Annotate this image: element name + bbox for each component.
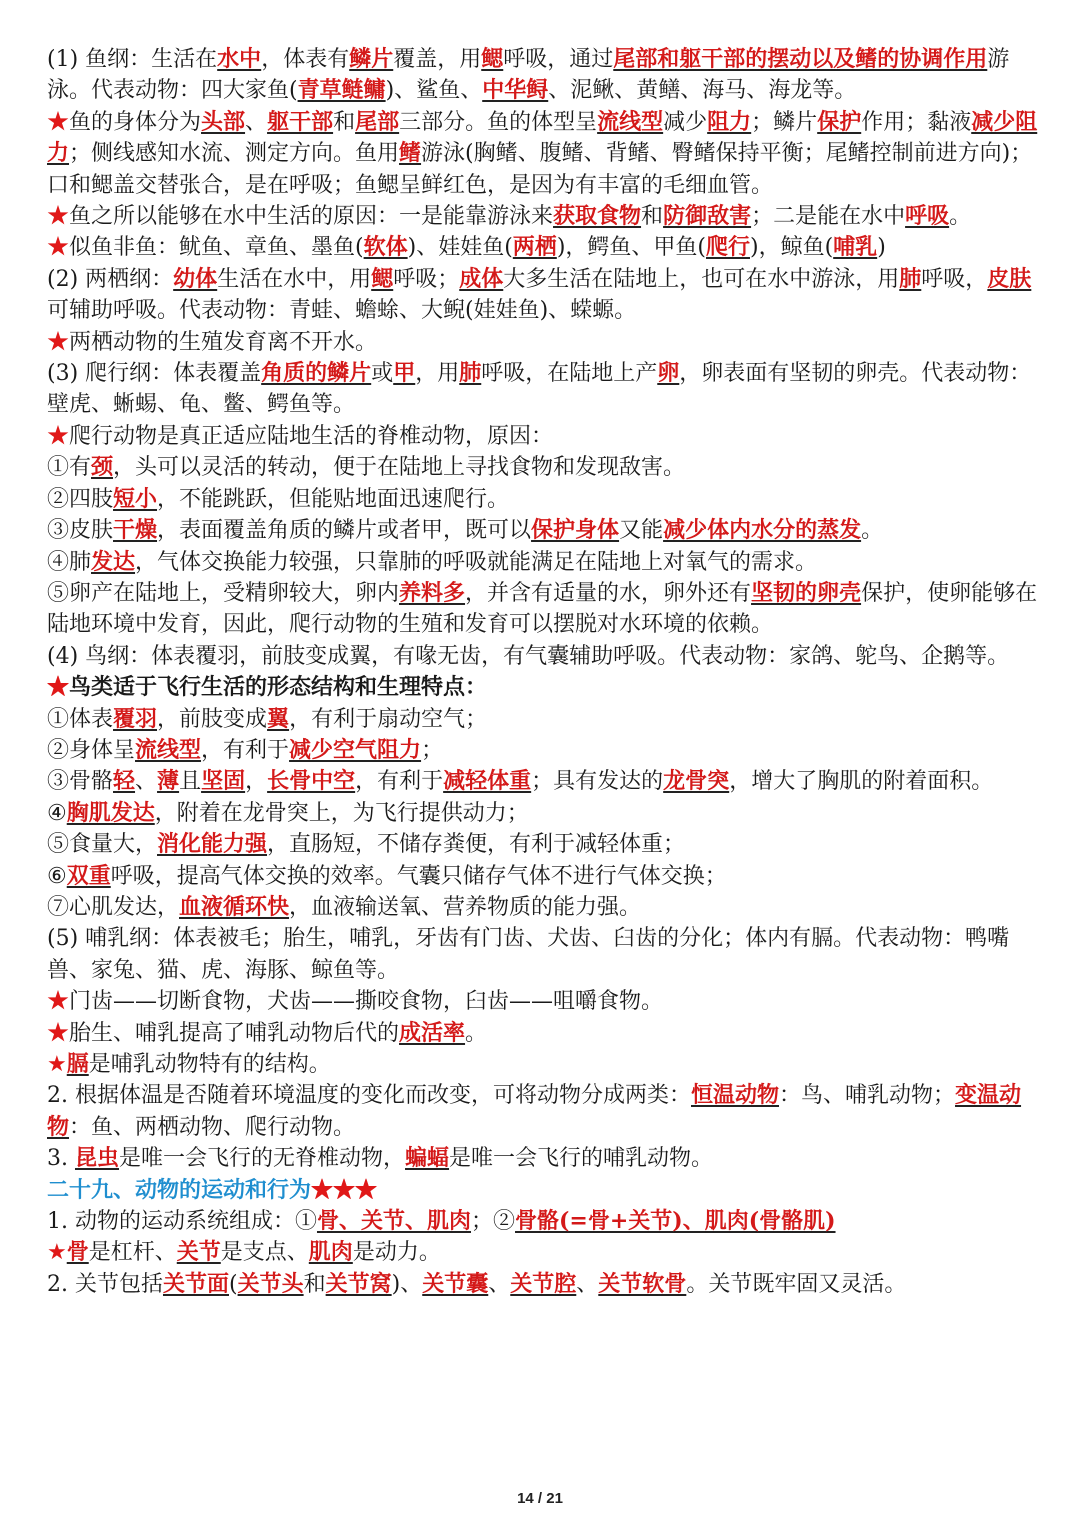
text-run: ：鸟、哺乳动物； <box>779 1083 956 1109</box>
text-run: 爬行动物是真正适应陆地生活的脊椎动物，原因： <box>69 423 554 449</box>
paragraph <box>47 358 1042 421</box>
text-run: 门齿——切断食物，犬齿——撕咬食物，臼齿——咀嚼食物。 <box>69 989 664 1015</box>
text-run: ，有利于扇动空气； <box>289 706 488 732</box>
section-title: 二十九、动物的运动和行为 <box>47 1176 312 1203</box>
text-run: 呼吸， <box>921 266 988 292</box>
text-run: ，附着在龙骨突上，为飞行提供动力； <box>154 800 529 826</box>
text-run: 和 <box>303 1271 326 1297</box>
text-run: ，并含有适量的水，卵外还有 <box>465 580 752 606</box>
keyword: 减少阻力 <box>47 108 1038 167</box>
keyword: 蝙蝠 <box>405 1145 450 1172</box>
keyword: 肌肉 <box>308 1239 353 1266</box>
paragraph <box>47 672 1042 703</box>
keyword: 呼吸 <box>905 203 950 230</box>
paragraph <box>47 1143 1042 1174</box>
keyword: 轻 <box>113 768 136 795</box>
text-run: 三部分。鱼的体型呈 <box>399 109 598 135</box>
paragraph <box>47 201 1042 232</box>
keyword: 保护身体 <box>531 517 620 544</box>
text-run: 1. 动物的运动系统组成：① <box>47 1209 317 1235</box>
text-run: ，用 <box>415 361 460 387</box>
text-run: 。 <box>465 1020 488 1046</box>
keyword: 获取食物 <box>553 203 642 230</box>
text-run: 大多生活在陆地上，也可在水中游泳，用 <box>503 266 900 292</box>
paragraph <box>47 861 1042 892</box>
keyword: 肺 <box>899 265 922 292</box>
text-run: (2) 两栖纲： <box>47 266 174 292</box>
text-run: ⑤卵产在陆地上，受精卵较大，卵内 <box>47 580 400 606</box>
text-run: 3. <box>47 1146 75 1172</box>
keyword: 骨 <box>66 1239 89 1266</box>
keyword: 哺乳 <box>833 234 878 261</box>
keyword: 防御敌害 <box>663 203 752 230</box>
keyword: 骨骼(=骨+关节)、肌肉(骨骼肌) <box>515 1208 836 1235</box>
text-run: ；② <box>471 1209 516 1235</box>
text-run: 或 <box>371 361 394 387</box>
star-icon: ★ <box>47 235 70 261</box>
text-run: (5) 哺乳纲：体表被毛；胎生，哺乳，牙齿有门齿、犬齿、臼齿的分化；体内有膈。代表动物：鸭嘴兽、家兔、猫、虎、海豚、鲸鱼等。 <box>47 926 1010 983</box>
text-run: ，直肠短，不储存粪便，有利于减轻体重； <box>267 832 686 858</box>
text-run: (3) 爬行纲：体表覆盖 <box>47 361 262 387</box>
paragraph <box>47 986 1042 1017</box>
text-run: ；鳞片 <box>751 109 818 135</box>
keyword: 尾部 <box>355 108 400 135</box>
text-run: ( <box>229 1271 238 1297</box>
text-run: 是唯一会飞行的哺乳动物。 <box>449 1146 714 1172</box>
paragraph <box>47 547 1042 578</box>
paragraph <box>47 107 1042 201</box>
text-run: 和 <box>641 204 664 230</box>
text-run: 。关节既牢固又灵活。 <box>686 1271 907 1297</box>
paragraph <box>47 892 1042 923</box>
importance-stars: ★★★ <box>311 1176 378 1203</box>
paragraph <box>47 515 1042 546</box>
text-run: ②四肢 <box>47 486 114 512</box>
keyword: 水中 <box>217 46 262 72</box>
text-run: 是唯一会飞行的无脊椎动物， <box>119 1146 406 1172</box>
text-run: ，增大了胸肌的附着面积。 <box>729 769 994 795</box>
paragraph <box>47 264 1042 327</box>
paragraph <box>47 1237 1042 1268</box>
text-run: ，卵表面有坚韧的卵壳。代表动物：壁虎、蜥蜴、龟、鳖、鳄鱼等。 <box>47 361 1032 418</box>
text-run: ，表面覆盖角质的鳞片或者甲，既可以 <box>157 518 532 544</box>
text-run: 2. 关节包括 <box>47 1271 163 1297</box>
text-run: 是支点、 <box>220 1240 309 1266</box>
text-run: ； <box>421 737 444 763</box>
text-run: 又能 <box>619 518 664 544</box>
text-run: 可辅助呼吸。代表动物：青蛙、蟾蜍、大鲵(娃娃鱼)、蝾螈。 <box>47 298 637 324</box>
text-run: 作用；黏液 <box>861 109 972 135</box>
text-run: 呼吸，提高气体交换的效率。气囊只储存气体不进行气体交换； <box>110 863 727 889</box>
keyword: 关节头 <box>237 1270 304 1297</box>
keyword: 覆羽 <box>113 705 158 732</box>
keyword: 膈 <box>66 1051 89 1077</box>
text-run: 是杠杆、 <box>88 1240 177 1266</box>
text-run: 胎生、哺乳提高了哺乳动物后代的 <box>69 1020 400 1046</box>
paragraph <box>47 641 1042 672</box>
star-icon: ★ <box>47 1240 67 1266</box>
keyword: 头部 <box>201 108 246 135</box>
text-run: 且 <box>179 769 202 795</box>
document-body <box>47 44 1042 1300</box>
keyword: 消化能力强 <box>157 831 268 858</box>
text-run: 游泳(胸鳍、腹鳍、背鳍、臀鳍保持平衡；尾鳍控制前进方向)；口和鳃盖交替张合，是在呼吸；鱼鳃呈鲜红色，是因为有丰富的毛细血管。 <box>47 141 1033 198</box>
keyword: 减少体内水分的蒸发 <box>663 517 862 544</box>
keyword: 关节囊 <box>422 1270 489 1297</box>
text-run: 鸟类适于飞行生活的形态结构和生理特点： <box>69 674 488 701</box>
paragraph <box>47 44 1042 107</box>
text-run: ⑦心肌发达， <box>47 894 180 920</box>
star-icon: ★ <box>47 109 70 135</box>
paragraph <box>47 578 1042 641</box>
keyword: 昆虫 <box>74 1145 119 1172</box>
text-run: 减少 <box>663 109 708 135</box>
text-run: ) <box>877 235 886 261</box>
keyword: 薄 <box>157 768 180 795</box>
text-run: ，前肢变成 <box>157 706 268 732</box>
text-run: 、 <box>488 1271 511 1297</box>
text-run: 呼吸； <box>393 266 460 292</box>
keyword: 发达 <box>91 548 136 575</box>
text-run: 、 <box>245 109 268 135</box>
keyword: 关节腔 <box>510 1270 577 1297</box>
text-run: ；具有发达的 <box>531 769 664 795</box>
text-run: 鱼的身体分为 <box>69 109 202 135</box>
keyword: 坚韧的卵壳 <box>751 579 862 606</box>
keyword: 鳞片 <box>349 46 394 72</box>
star-icon: ★ <box>47 989 70 1015</box>
text-run: ③骨骼 <box>47 769 114 795</box>
keyword: 龙骨突 <box>663 768 730 795</box>
text-run: 呼吸，通过 <box>503 47 614 72</box>
paragraph <box>47 735 1042 766</box>
text-run: 保护，使卵能够在陆地环境中发育，因此，爬行动物的生殖和发育可以摆脱对水环境的依赖。 <box>47 580 1038 638</box>
paragraph <box>47 1080 1042 1143</box>
text-run: 两栖动物的生殖发育离不开水。 <box>69 329 378 355</box>
keyword: 成活率 <box>399 1019 466 1046</box>
text-run: 。 <box>861 518 884 544</box>
keyword: 青草鲢鳙 <box>297 77 386 104</box>
keyword: 软体 <box>363 234 408 261</box>
text-run: 是哺乳动物特有的结构。 <box>88 1052 331 1077</box>
text-run: ④ <box>47 800 67 826</box>
text-run: ⑥ <box>47 863 67 889</box>
text-run: 、 <box>576 1271 599 1297</box>
keyword: 两栖 <box>512 234 557 261</box>
paragraph <box>47 1018 1042 1049</box>
keyword: 皮肤 <box>987 265 1032 292</box>
paragraph <box>47 798 1042 829</box>
text-run: 鱼之所以能够在水中生活的原因：一是能靠游泳来 <box>69 204 554 230</box>
keyword: 甲 <box>393 360 416 387</box>
star-icon: ★ <box>47 674 70 701</box>
paragraph <box>47 421 1042 452</box>
text-run: )，鳄鱼、甲鱼( <box>556 235 706 261</box>
paragraph <box>47 829 1042 860</box>
star-icon: ★ <box>47 423 70 449</box>
text-run: ，血液输送氧、营养物质的能力强。 <box>289 894 642 920</box>
keyword: 颈 <box>91 454 114 481</box>
keyword: 血液循环快 <box>179 893 290 920</box>
text-run: ①体表 <box>47 706 114 732</box>
star-icon: ★ <box>47 204 70 230</box>
page-number: 14 / 21 <box>517 1490 563 1507</box>
keyword: 胸肌发达 <box>66 799 155 826</box>
text-run: 和 <box>333 109 356 135</box>
text-run: 生活在水中，用 <box>217 266 372 292</box>
keyword: 干燥 <box>113 517 158 544</box>
paragraph <box>47 923 1042 986</box>
text-run: 游泳。代表动物：四大家鱼( <box>47 47 1010 104</box>
paragraph <box>47 766 1042 797</box>
keyword: 流线型 <box>135 736 202 763</box>
keyword: 阻力 <box>707 108 752 135</box>
paragraph <box>47 1269 1042 1300</box>
keyword: 长骨中空 <box>267 768 356 795</box>
paragraph <box>47 327 1042 358</box>
text-run: 似鱼非鱼：鱿鱼、章鱼、墨鱼( <box>69 235 364 261</box>
keyword: 养料多 <box>399 579 466 606</box>
keyword: 爬行 <box>705 234 750 261</box>
paragraph <box>47 704 1042 735</box>
keyword: 中华鲟 <box>482 77 549 104</box>
star-icon: ★ <box>47 1020 70 1046</box>
keyword: 减少空气阻力 <box>289 736 422 763</box>
section-heading <box>47 1175 1042 1206</box>
star-icon: ★ <box>47 329 70 355</box>
keyword: 减轻体重 <box>443 768 532 795</box>
text-run: ②身体呈 <box>47 737 136 763</box>
text-run: ⑤食量大， <box>47 832 158 858</box>
keyword: 卵 <box>657 360 680 387</box>
keyword: 躯干部 <box>267 108 334 135</box>
keyword: 翼 <box>267 705 290 732</box>
text-run: )、娃娃鱼( <box>407 235 513 261</box>
keyword: 关节 <box>176 1239 221 1266</box>
text-run: ：鱼、两栖动物、爬行动物。 <box>69 1114 356 1140</box>
text-run: ①有 <box>47 455 92 481</box>
text-run: ③皮肤 <box>47 518 114 544</box>
keyword: 肺 <box>459 360 482 387</box>
keyword: 关节面 <box>162 1270 229 1297</box>
keyword: 成体 <box>459 265 504 292</box>
text-run: ，体表有 <box>261 47 350 72</box>
keyword: 鳃 <box>481 46 504 72</box>
keyword: 角质的鳞片 <box>261 360 372 387</box>
text-run: ；侧线感知水流、测定方向。鱼用 <box>69 141 400 167</box>
text-run: ，有利于 <box>355 769 444 795</box>
text-run: (4) 鸟纲：体表覆羽，前肢变成翼，有喙无齿，有气囊辅助呼吸。代表动物：家鸽、鸵鸟、企鹅等。 <box>47 643 1010 669</box>
text-run: ，有利于 <box>201 737 290 763</box>
text-run: 覆盖，用 <box>393 47 482 72</box>
keyword: 骨、关节、肌肉 <box>316 1208 471 1235</box>
text-run: ；二是能在水中 <box>751 204 906 230</box>
text-run: ， <box>245 769 268 795</box>
keyword: 变温动物 <box>47 1082 1022 1140</box>
keyword: 坚固 <box>201 768 246 795</box>
text-run: (1) 鱼纲：生活在 <box>47 47 218 72</box>
keyword: 关节软骨 <box>598 1270 687 1297</box>
keyword: 双重 <box>66 862 111 889</box>
paragraph <box>47 1206 1042 1237</box>
keyword: 鳍 <box>399 140 422 167</box>
keyword: 流线型 <box>597 108 664 135</box>
text-run: )，鲸鱼( <box>750 235 834 261</box>
keyword: 恒温动物 <box>691 1082 780 1109</box>
paragraph <box>47 452 1042 483</box>
text-run: 呼吸，在陆地上产 <box>481 361 658 387</box>
keyword: 关节窝 <box>325 1270 392 1297</box>
keyword: 保护 <box>817 108 862 135</box>
keyword: 尾部和躯干部的摆动以及鳍的协调作用 <box>613 46 988 72</box>
text-run: 、泥鳅、黄鳝、海马、海龙等。 <box>548 78 857 104</box>
text-run: 、 <box>135 769 158 795</box>
star-icon: ★ <box>47 1052 67 1077</box>
keyword: 幼体 <box>173 265 218 292</box>
text-run: ④肺 <box>47 549 92 575</box>
text-run: 。 <box>949 204 972 230</box>
text-run: ，气体交换能力较强，只靠肺的呼吸就能满足在陆地上对氧气的需求。 <box>135 549 818 575</box>
text-run: )、 <box>391 1271 423 1297</box>
paragraph <box>47 1049 1042 1080</box>
paragraph <box>47 232 1042 263</box>
keyword: 短小 <box>113 485 158 512</box>
text-run: 是动力。 <box>352 1240 441 1266</box>
text-run: ，头可以灵活的转动，便于在陆地上寻找食物和发现敌害。 <box>113 455 686 481</box>
text-run: ，不能跳跃，但能贴地面迅速爬行。 <box>157 486 510 512</box>
text-run: )、鲨鱼、 <box>385 78 483 104</box>
paragraph <box>47 484 1042 515</box>
keyword: 鳃 <box>371 265 394 292</box>
text-run: 2. 根据体温是否随着环境温度的变化而改变，可将动物分成两类： <box>47 1083 691 1109</box>
